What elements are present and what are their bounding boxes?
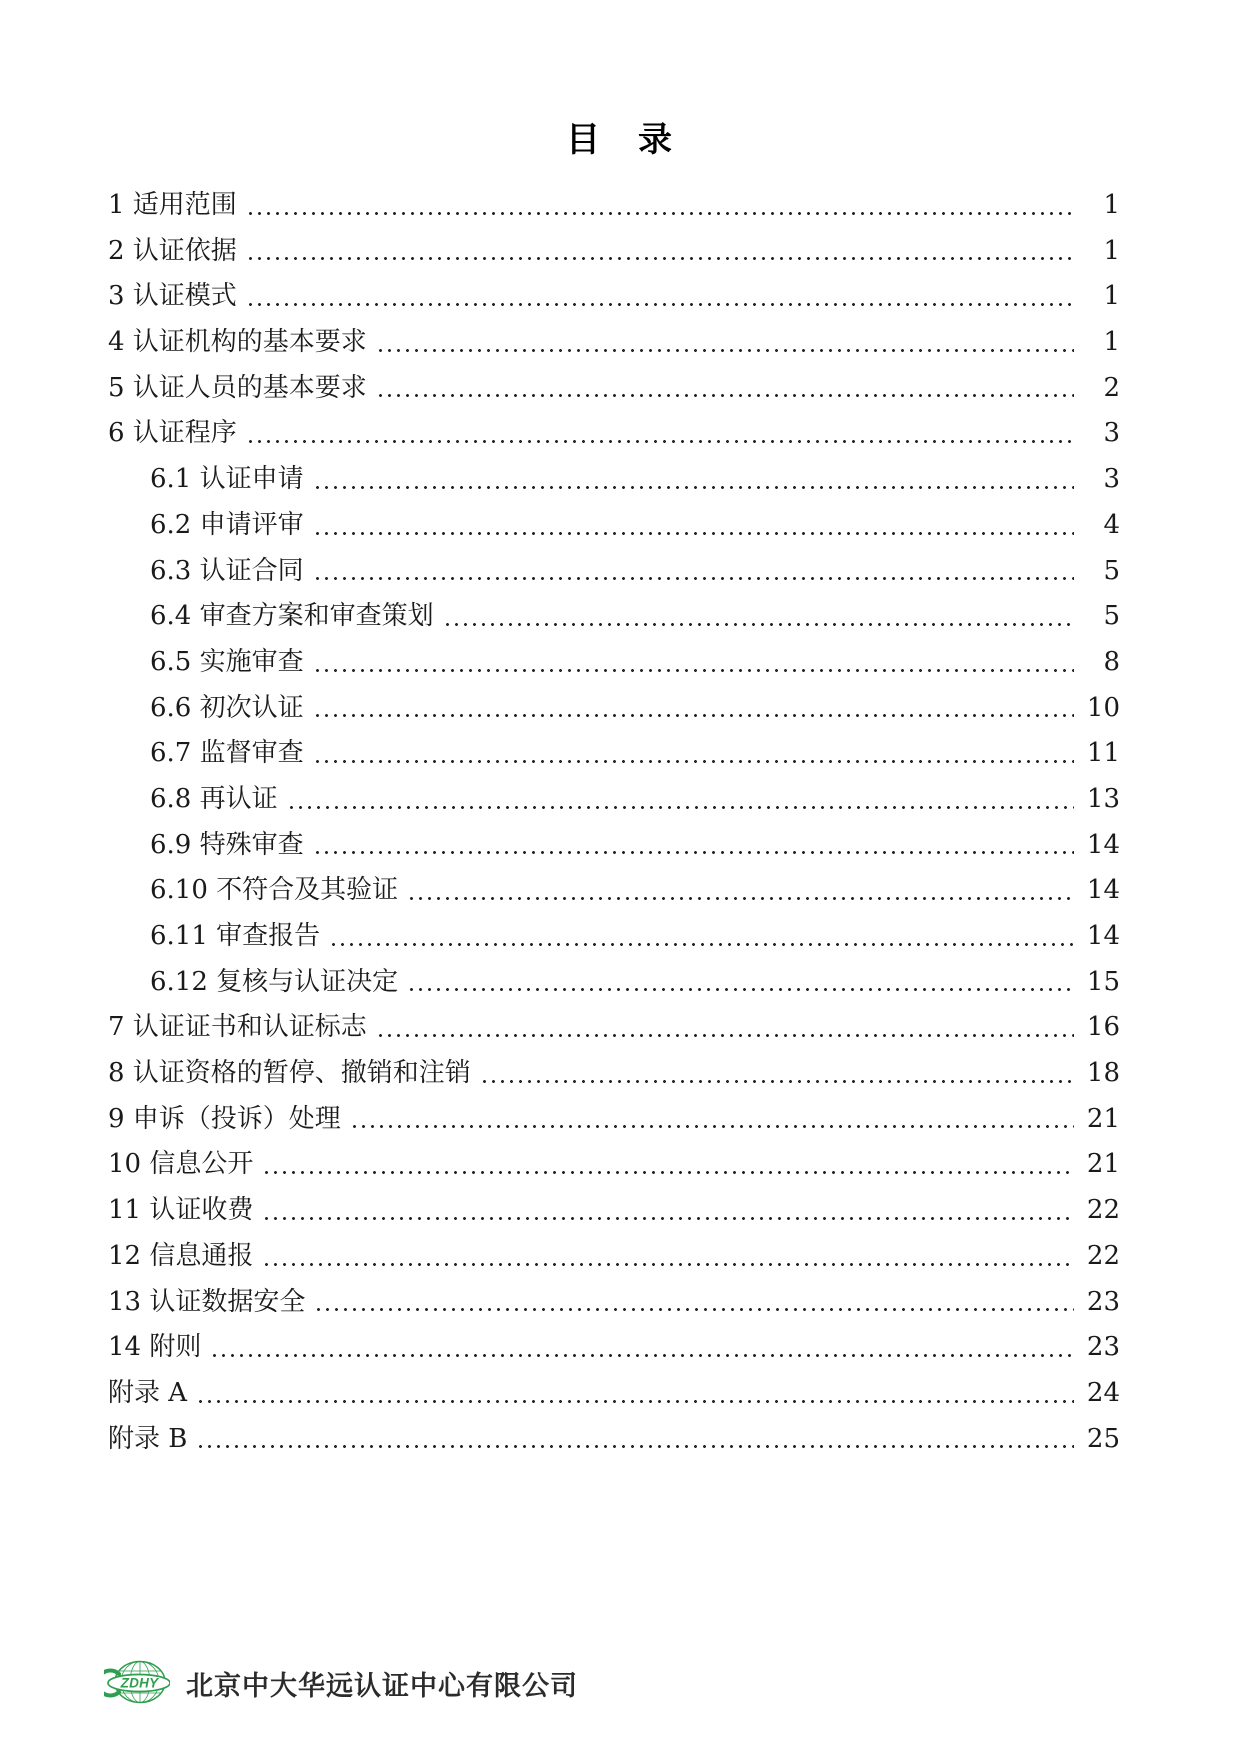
toc-entry: [108, 777, 1120, 823]
toc-entry: [108, 686, 1120, 732]
dot-leader: [246, 439, 1074, 444]
toc-entry-label: 7 认证证书和认证标志: [108, 1012, 367, 1043]
toc-entry: [108, 1325, 1120, 1371]
toc-entry: [108, 1417, 1120, 1463]
dot-leader: [246, 211, 1074, 216]
dot-leader: [262, 1216, 1074, 1221]
toc-entry-label: 6.3 认证合同: [150, 555, 304, 586]
toc-entry-label: 6.11 审查报告: [150, 921, 321, 951]
toc-entry-page: 16: [1086, 1012, 1120, 1043]
toc-entry-label: 6.5 实施审查: [150, 646, 304, 677]
toc-entry-page: 3: [1103, 464, 1120, 495]
toc-entry-label: 附录 B: [108, 1423, 188, 1454]
toc-entry: [108, 823, 1120, 869]
toc-entry-page: 1: [1103, 327, 1120, 358]
toc-entry-page: 5: [1103, 555, 1120, 586]
toc-entry-label: 6.4 审查方案和审查策划: [150, 601, 434, 632]
toc-entry: [108, 1142, 1120, 1188]
toc-entry-page: 14: [1086, 921, 1120, 951]
dot-leader: [480, 1079, 1074, 1084]
dot-leader: [313, 485, 1074, 490]
toc-entry-page: 22: [1086, 1240, 1120, 1271]
footer: [104, 1656, 578, 1710]
toc-entry: [108, 960, 1120, 1006]
toc-entry-label: 附录 A: [108, 1377, 188, 1408]
dot-leader: [376, 1033, 1074, 1038]
toc-entry-page: 24: [1086, 1377, 1120, 1408]
toc-entry-page: 2: [1103, 372, 1120, 403]
toc-entry: [108, 183, 1120, 229]
dot-leader: [407, 896, 1074, 901]
page-title: 目 录: [566, 120, 674, 160]
toc-entry: [108, 274, 1120, 320]
toc-entry-label: 6.8 再认证: [150, 783, 278, 814]
toc-entry-label: 4 认证机构的基本要求: [108, 327, 367, 358]
toc-entry: [108, 320, 1120, 366]
dot-leader: [287, 805, 1074, 810]
toc-entry-page: 15: [1086, 966, 1120, 997]
toc-entry-page: 3: [1103, 418, 1120, 449]
toc-entry-page: 5: [1103, 601, 1120, 632]
toc-entry-label: 10 信息公开: [108, 1149, 254, 1180]
toc-list: [108, 183, 1120, 1462]
logo-text: ZDHY: [120, 1675, 159, 1691]
toc-entry: [108, 457, 1120, 503]
dot-leader: [443, 622, 1074, 627]
toc-entry-page: 14: [1086, 829, 1120, 860]
toc-entry-label: 13 认证数据安全: [108, 1286, 306, 1317]
toc-entry-page: 4: [1103, 509, 1120, 540]
toc-entry: [108, 914, 1120, 960]
toc-entry: [108, 640, 1120, 686]
toc-entry-label: 3 认证模式: [108, 281, 237, 312]
toc-entry: [108, 731, 1120, 777]
toc-entry-page: 21: [1086, 1103, 1120, 1134]
dot-leader: [350, 1124, 1074, 1129]
toc-entry-page: 25: [1086, 1423, 1120, 1454]
toc-entry-label: 6.7 监督审查: [150, 738, 304, 769]
toc-entry-label: 6.9 特殊审查: [150, 829, 304, 860]
toc-entry-page: 8: [1103, 646, 1120, 677]
dot-leader: [376, 348, 1074, 353]
toc-entry: [108, 1371, 1120, 1417]
toc-entry-page: 11: [1086, 738, 1120, 769]
dot-leader: [313, 759, 1074, 764]
toc-entry-page: 13: [1086, 783, 1120, 814]
toc-entry-page: 23: [1086, 1332, 1120, 1363]
dot-leader: [313, 850, 1074, 855]
toc-entry-label: 11 认证收费: [108, 1195, 254, 1226]
dot-leader: [313, 531, 1074, 536]
dot-leader: [246, 302, 1074, 307]
dot-leader: [314, 1307, 1074, 1312]
toc-entry-label: 6.10 不符合及其验证: [150, 875, 399, 906]
toc-entry-label: 9 申诉（投诉）处理: [108, 1103, 341, 1134]
dot-leader: [376, 393, 1074, 398]
dot-leader: [262, 1170, 1074, 1175]
dot-leader: [196, 1444, 1074, 1449]
dot-leader: [210, 1353, 1074, 1358]
toc-entry-label: 14 附则: [108, 1332, 202, 1363]
toc-entry-page: 21: [1086, 1149, 1120, 1180]
dot-leader: [313, 576, 1074, 581]
company-name: 北京中大华远认证中心有限公司: [186, 1670, 578, 1701]
toc-entry-page: 1: [1103, 190, 1120, 220]
toc-entry-label: 1 适用范围: [108, 190, 237, 220]
dot-leader: [313, 668, 1074, 673]
toc-entry-page: 1: [1103, 281, 1120, 312]
toc-entry: [108, 1051, 1120, 1097]
toc-entry-page: 22: [1086, 1195, 1120, 1226]
toc-entry: [108, 411, 1120, 457]
toc-entry-page: 14: [1086, 875, 1120, 906]
toc-entry-label: 12 信息通报: [108, 1240, 254, 1271]
toc-entry-label: 5 认证人员的基本要求: [108, 372, 367, 403]
toc-entry: [108, 1005, 1120, 1051]
toc-entry: [108, 1280, 1120, 1326]
toc-entry: [108, 1188, 1120, 1234]
toc-entry-page: 10: [1086, 692, 1120, 723]
toc-entry-label: 6.1 认证申请: [150, 464, 304, 495]
toc-entry: [108, 503, 1120, 549]
dot-leader: [329, 942, 1074, 947]
toc-entry-page: 1: [1103, 235, 1120, 266]
toc-entry-label: 6.2 申请评审: [150, 509, 304, 540]
dot-leader: [196, 1399, 1074, 1404]
toc-entry-label: 6 认证程序: [108, 418, 237, 449]
toc-entry-label: 6.12 复核与认证决定: [150, 966, 399, 997]
company-logo-globe-icon: [104, 1656, 170, 1710]
toc-entry-label: 6.6 初次认证: [150, 692, 304, 723]
toc-entry: [108, 1097, 1120, 1143]
dot-leader: [407, 987, 1074, 992]
toc-entry-label: 8 认证资格的暂停、撤销和注销: [108, 1058, 471, 1089]
toc-entry: [108, 229, 1120, 275]
toc-entry-page: 18: [1086, 1058, 1120, 1089]
toc-entry: [108, 366, 1120, 412]
toc-entry: [108, 868, 1120, 914]
toc-entry: [108, 594, 1120, 640]
toc-entry: [108, 1234, 1120, 1280]
dot-leader: [246, 256, 1074, 261]
toc-entry-page: 23: [1086, 1286, 1120, 1317]
toc-entry-label: 2 认证依据: [108, 235, 237, 266]
dot-leader: [262, 1262, 1074, 1267]
dot-leader: [313, 713, 1074, 718]
toc-entry: [108, 549, 1120, 595]
